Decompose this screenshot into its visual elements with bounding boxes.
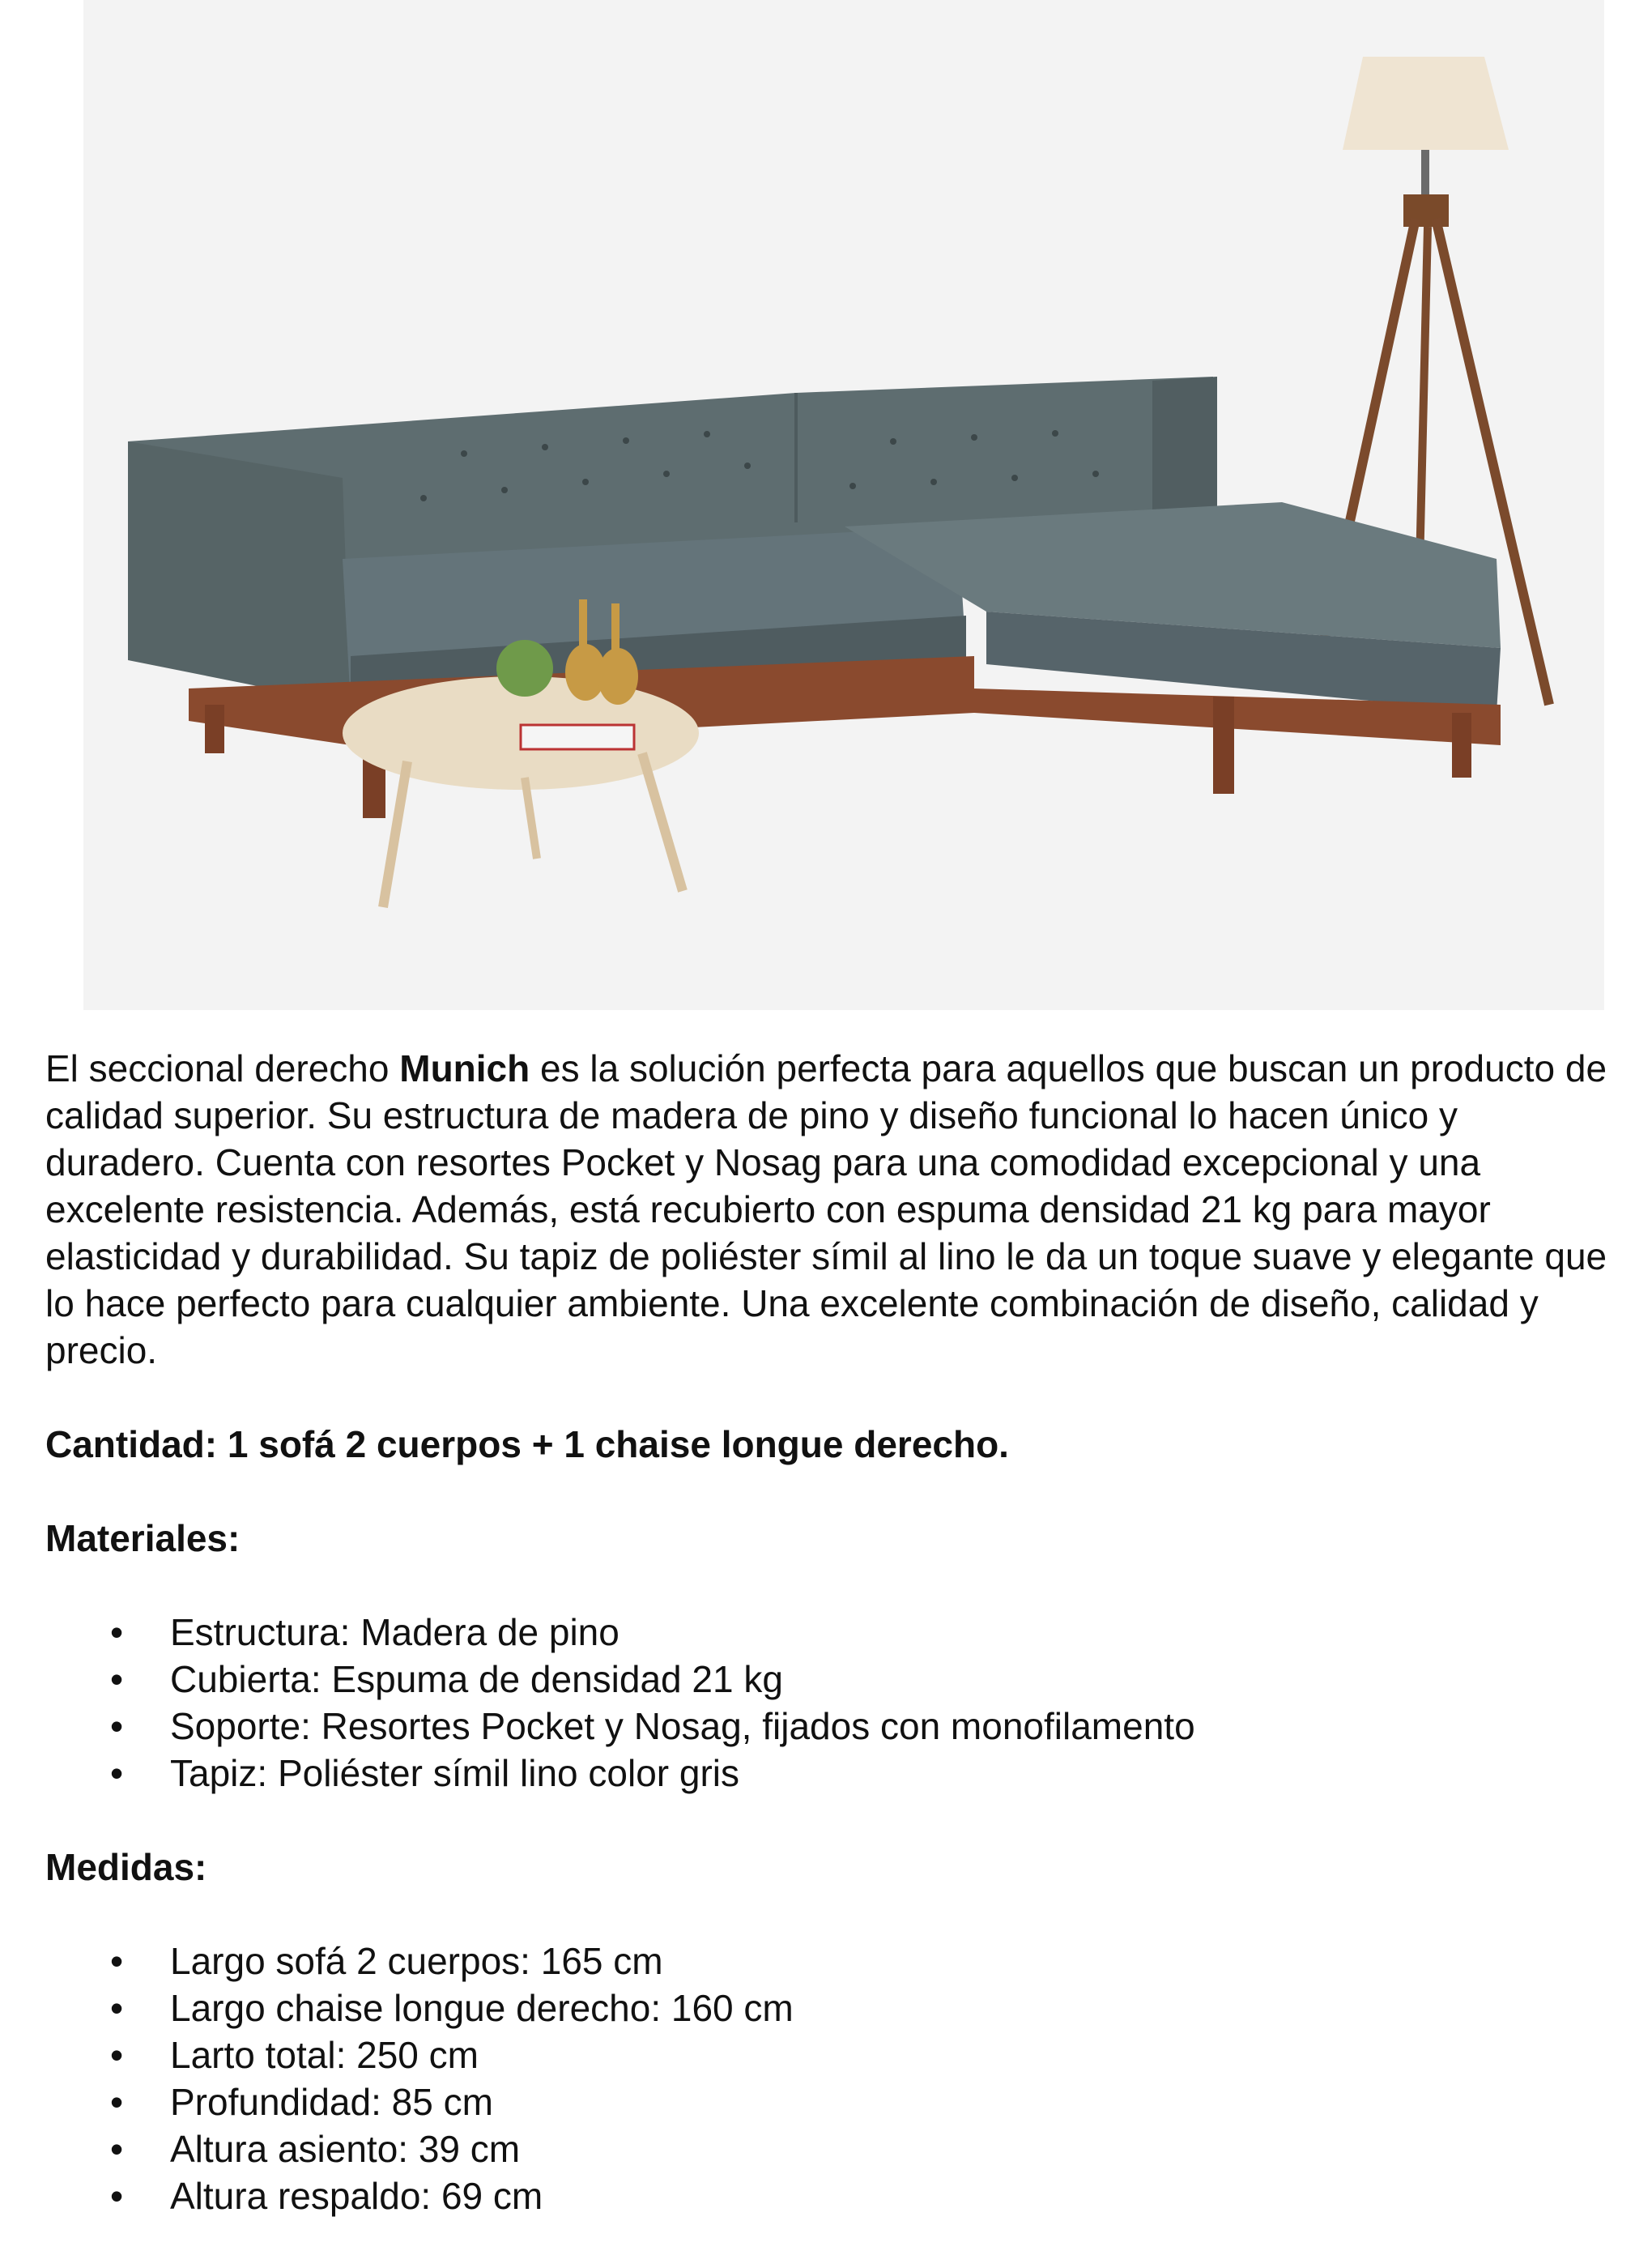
- intro-paragraph: [45, 1045, 1608, 1374]
- intro-text-before: El seccional derecho: [45, 1047, 400, 1089]
- list-item: • Largo sofá 2 cuerpos: 165 cm: [45, 1938, 1608, 1985]
- list-item: • Larto total: 250 cm: [45, 2031, 1608, 2078]
- list-item: • Altura asiento: 39 cm: [45, 2125, 1608, 2172]
- product-name: Munich: [399, 1047, 530, 1089]
- medidas-list: [45, 1938, 1608, 2219]
- list-item: • Profundidad: 85 cm: [45, 2078, 1608, 2125]
- product-photo: [83, 0, 1604, 1010]
- materiales-list: [45, 1609, 1608, 1797]
- medidas-title: Medidas:: [45, 1846, 207, 1888]
- list-item: • Altura respaldo: 69 cm: [45, 2172, 1608, 2219]
- list-item: • Estructura: Madera de pino: [45, 1609, 1608, 1656]
- list-item: • Tapiz: Poliéster símil lino color gris: [45, 1750, 1608, 1797]
- list-item: • Soporte: Resortes Pocket y Nosag, fijados con monofilamento: [45, 1703, 1608, 1750]
- intro-text-after: es la solución perfecta para aquellos que buscan un producto de calidad superior. Su estructura de madera de pino y diseño funcional lo hacen único y duradero. Cuenta con resortes Pocket y Nosag para una comodidad excepcional y una excelente resistencia. Además, está recubierto con espuma densidad 21 kg para mayor elasticidad y durabilidad. Su tapiz de poliéster símil al lino le da un toque suave y elegante que lo hace perfecto para cualquier ambiente. Una excelente combinación de diseño, calidad y precio.: [45, 1047, 1607, 1371]
- list-item: • Cubierta: Espuma de densidad 21 kg: [45, 1656, 1608, 1703]
- sofa-photo-icon: [83, 0, 1604, 1010]
- cantidad-line: Cantidad: 1 sofá 2 cuerpos + 1 chaise longue derecho.: [45, 1423, 1009, 1465]
- product-description: [45, 1045, 1608, 2219]
- list-item: • Largo chaise longue derecho: 160 cm: [45, 1985, 1608, 2031]
- materiales-title: Materiales:: [45, 1517, 241, 1559]
